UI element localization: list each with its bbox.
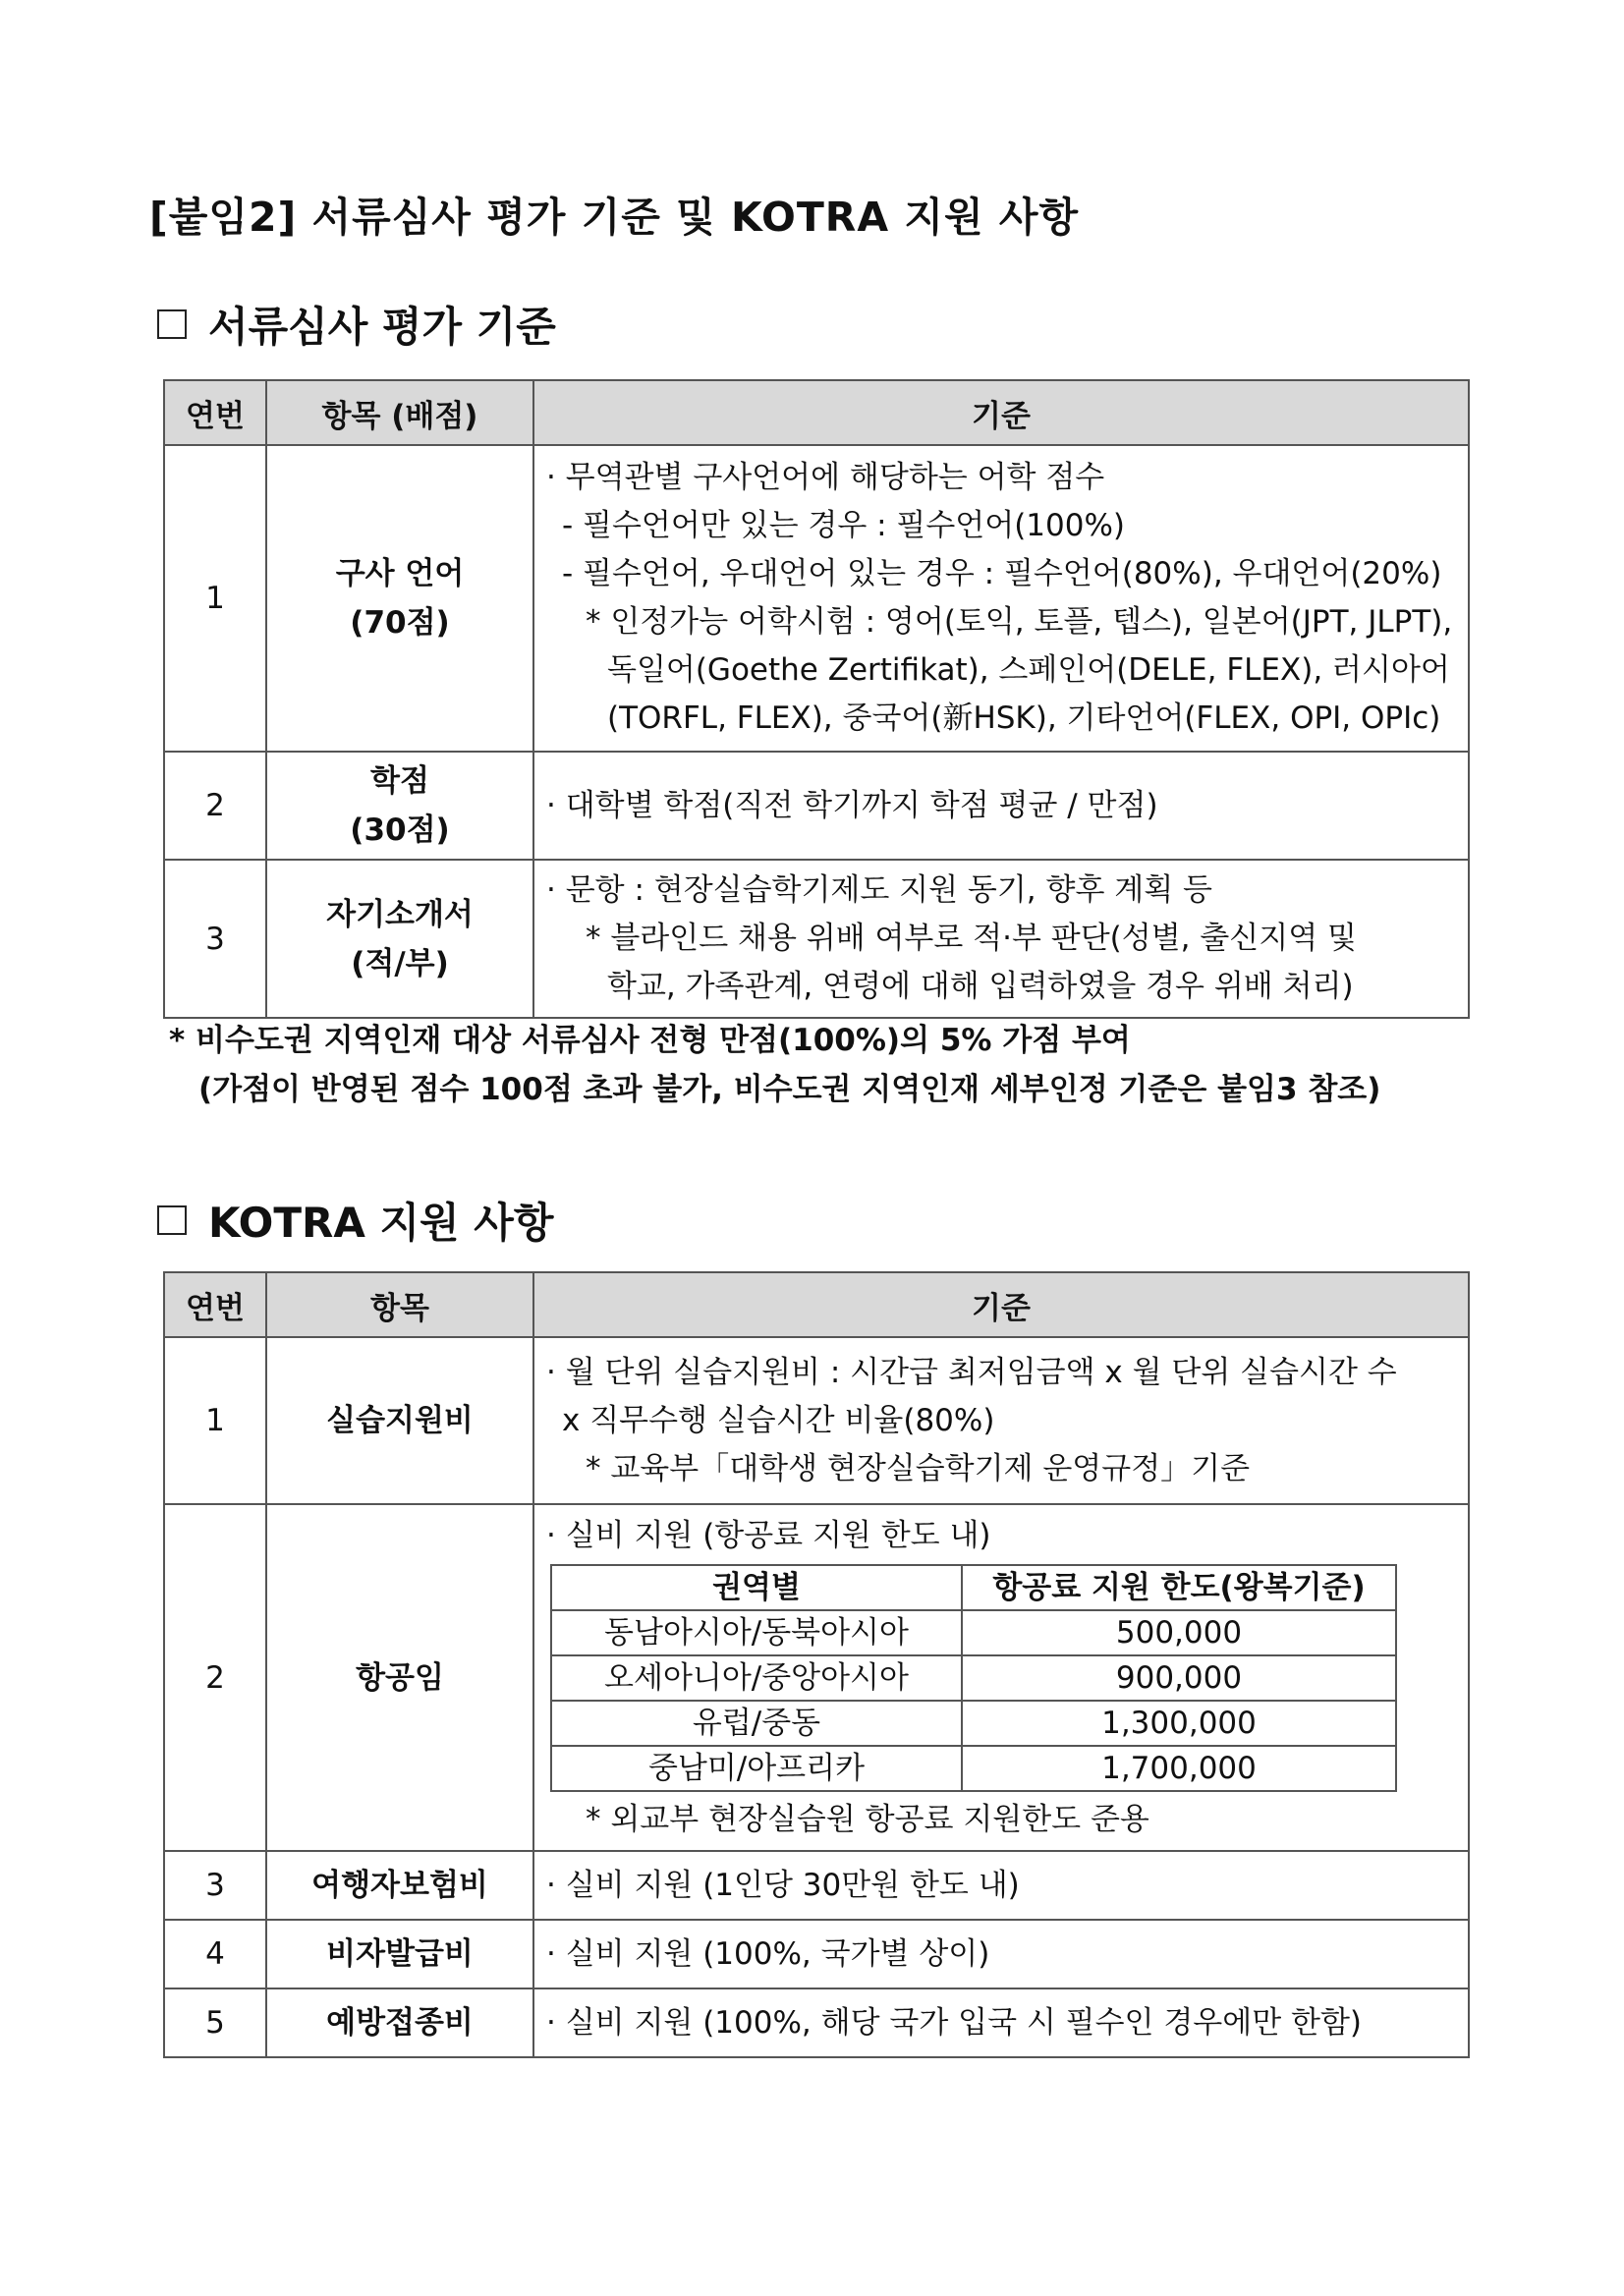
criteria-line: · 실비 지원 (항공료 지원 한도 내)	[546, 1517, 991, 1553]
row-criteria	[533, 445, 1469, 752]
table-row	[164, 860, 1469, 1018]
item-score: (적/부)	[351, 945, 449, 981]
row-item: 실습지원비	[266, 1337, 533, 1504]
row-number: 2	[164, 752, 266, 860]
row-number: 2	[164, 1504, 266, 1851]
airfare-row	[551, 1655, 1396, 1701]
row-criteria	[533, 1920, 1469, 1988]
airfare-header-row	[551, 1565, 1396, 1610]
airfare-region: 오세아니아/중앙아시아	[551, 1655, 962, 1701]
row-number: 1	[164, 1337, 266, 1504]
criteria-line: * 교육부「대학생 현장실습학기제 운영규정」기준	[586, 1450, 1251, 1486]
item-label: 구사 언어	[335, 556, 465, 591]
kotra-support-table	[163, 1271, 1470, 2058]
airfare-region: 유럽/중동	[551, 1701, 962, 1746]
criteria-line: · 실비 지원 (100%, 국가별 상이)	[546, 1935, 990, 1972]
item-score: (70점)	[350, 605, 450, 641]
row-item: 비자발급비	[266, 1920, 533, 1988]
criteria-line: · 무역관별 구사언어에 해당하는 어학 점수	[546, 460, 1105, 495]
header-num: 연번	[164, 1272, 266, 1337]
row-number: 3	[164, 1851, 266, 1920]
section-heading-text: 서류심사 평가 기준	[208, 303, 556, 351]
row-number: 5	[164, 1988, 266, 2057]
row-criteria	[533, 752, 1469, 860]
bonus-note-line: * 비수도권 지역인재 대상 서류심사 전형 만점(100%)의 5% 가점 부여	[169, 1023, 1131, 1058]
criteria-line: * 외교부 현장실습원 항공료 지원한도 준용	[586, 1801, 1149, 1837]
header-criteria: 기준	[533, 1272, 1469, 1337]
airfare-limit: 1,300,000	[962, 1701, 1396, 1746]
checkbox-square-icon	[157, 1205, 187, 1235]
airfare-region: 동남아시아/동북아시아	[551, 1610, 962, 1655]
criteria-line: · 문항 : 현장실습학기제도 지원 동기, 향후 계획 등	[546, 872, 1212, 908]
airfare-header-region: 권역별	[551, 1565, 962, 1610]
row-item: 여행자보험비	[266, 1851, 533, 1920]
airfare-region: 중남미/아프리카	[551, 1746, 962, 1791]
airfare-row	[551, 1701, 1396, 1746]
criteria-line: · 실비 지원 (1인당 30만원 한도 내)	[546, 1867, 1020, 1903]
table-row	[164, 1337, 1469, 1504]
page-title: [붙임2] 서류심사 평가 기준 및 KOTRA 지원 사항	[149, 194, 1080, 241]
table-row	[164, 1920, 1469, 1988]
row-criteria	[533, 860, 1469, 1018]
evaluation-criteria-table	[163, 379, 1470, 1019]
criteria-line: (TORFL, FLEX), 중국어(新HSK), 기타언어(FLEX, OPI, OPIc)	[607, 700, 1441, 736]
table-header-row	[164, 380, 1469, 445]
row-item	[266, 445, 533, 752]
header-criteria: 기준	[533, 380, 1469, 445]
criteria-line: 학교, 가족관계, 연령에 대해 입력하였을 경우 위배 처리)	[607, 969, 1354, 1004]
row-criteria	[533, 1337, 1469, 1504]
section-heading-evaluation	[157, 295, 556, 354]
section-heading-support	[157, 1191, 553, 1250]
airfare-header-limit: 항공료 지원 한도(왕복기준)	[962, 1565, 1396, 1610]
checkbox-square-icon	[157, 309, 187, 339]
criteria-line: · 대학별 학점(직전 학기까지 학점 평균 / 만점)	[546, 787, 1158, 823]
row-item	[266, 860, 533, 1018]
bonus-note	[169, 1016, 1380, 1114]
row-number: 1	[164, 445, 266, 752]
header-item: 항목	[266, 1272, 533, 1337]
row-number: 4	[164, 1920, 266, 1988]
table-row	[164, 752, 1469, 860]
airfare-table	[550, 1564, 1397, 1792]
criteria-line: - 필수언어, 우대언어 있는 경우 : 필수언어(80%), 우대언어(20%)	[562, 556, 1442, 591]
item-label: 자기소개서	[326, 896, 474, 932]
row-criteria	[533, 1988, 1469, 2057]
bonus-note-line: (가점이 반영된 점수 100점 초과 불가, 비수도권 지역인재 세부인정 기준은 붙임3 참조)	[198, 1072, 1381, 1107]
row-item	[266, 752, 533, 860]
airfare-row	[551, 1746, 1396, 1791]
table-row	[164, 1851, 1469, 1920]
item-score: (30점)	[350, 812, 450, 848]
header-num: 연번	[164, 380, 266, 445]
criteria-line: * 블라인드 채용 위배 여부로 적·부 판단(성별, 출신지역 및	[586, 921, 1357, 956]
airfare-limit: 500,000	[962, 1610, 1396, 1655]
row-item: 예방접종비	[266, 1988, 533, 2057]
table-row	[164, 445, 1469, 752]
airfare-limit: 900,000	[962, 1655, 1396, 1701]
row-number: 3	[164, 860, 266, 1018]
table-header-row	[164, 1272, 1469, 1337]
row-criteria	[533, 1851, 1469, 1920]
criteria-line: 독일어(Goethe Zertifikat), 스페인어(DELE, FLEX), 러시아어	[607, 652, 1450, 688]
criteria-line: * 인정가능 어학시험 : 영어(토익, 토플, 텝스), 일본어(JPT, JLPT),	[586, 604, 1453, 640]
table-row	[164, 1504, 1469, 1851]
row-criteria	[533, 1504, 1469, 1851]
airfare-row	[551, 1610, 1396, 1655]
criteria-line: - 필수언어만 있는 경우 : 필수언어(100%)	[562, 508, 1126, 543]
item-label: 학점	[370, 763, 429, 799]
row-item: 항공임	[266, 1504, 533, 1851]
criteria-line: · 월 단위 실습지원비 : 시간급 최저임금액 x 월 단위 실습시간 수	[546, 1354, 1397, 1390]
criteria-line: · 실비 지원 (100%, 해당 국가 입국 시 필수인 경우에만 한함)	[546, 2004, 1362, 2041]
criteria-line: x 직무수행 실습시간 비율(80%)	[562, 1402, 995, 1438]
airfare-limit: 1,700,000	[962, 1746, 1396, 1791]
table-row	[164, 1988, 1469, 2057]
header-item: 항목 (배점)	[266, 380, 533, 445]
section-heading-text: KOTRA 지원 사항	[208, 1199, 554, 1247]
